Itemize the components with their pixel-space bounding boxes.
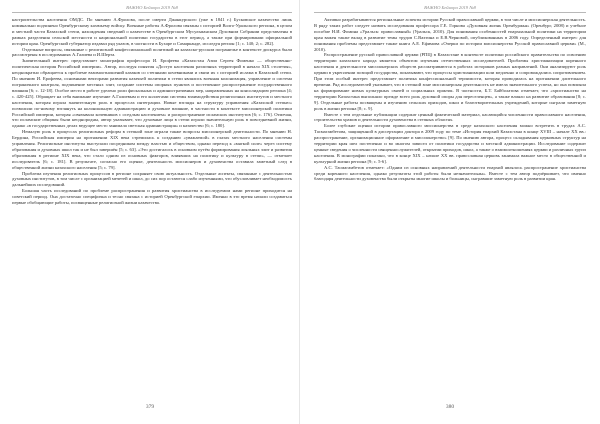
- paragraph: А.С. Тасмагамбетов отмечает: «Одним из основных направлений деятельности епархий являлось распространение христианства среди коренного населения, однако результаты этой работы были незначительны». Вместе с тем автор подчёркивает, что именно благодаря деятельности духовенства были открыты многие школы и больницы, сыгравшие заметную роль в развитии края.: [314, 164, 586, 182]
- right-page-body: [314, 17, 586, 394]
- paragraph: настроительства населения ОМДС. По мнению А.Фролова, после смерти Джанкурского (уже в 1841 г.) Бусковское казачество лишь номинально подчинено Оренбургскому казачьему войску. Военные работы А.Фролова связаны с историей Волго-Уральского региона, в целом и местной части Казахской степи, нахождения сведений о казачестве в Оренбургском Мусульманском Духовном Собрании представлены в рамках разделения сельской местности и национальной политики государства в этот период, а также при формировании официальной истории края. Оренбургский губернатор издавал ряд указов, в частности в Бухаре и Самарканде, исследуя регион [1; с. 140; 2; с. 282].: [12, 17, 292, 46]
- header-rule-left: [12, 12, 292, 13]
- header-rule-right: [314, 12, 586, 13]
- left-page-body: [12, 17, 292, 394]
- paragraph: Значительный интерес представляет монография профессора И. Ерофеева «Казахстан Азии Сергея Фоменко — общественно-политическая история Российской империи». Автор, исследуя понятия «Доступ населения различных территорий в начало XIX столетия», неоднократно обращается к проблеме взаимоотношений казаков со степными кочевниками и связи их с историей ислама в Казахской степи. По мнению И. Ерофеева, основными векторами развития казачьей политики в степи являлись военная колонизация, управление и система пограничного контроля, подчинение местных элит, создание системы опорных пунктов и постепенное распространение государственного влияния [6; с. 12-18]. Особое место в работе уделено роли фискальных и административных мер, направленных на консолидацию региона [4; с. 420-425]. Обращает на себя внимание изучение А.Галиевым и его коллегами системы взаимодействия религиозных институтов и местного населения, которая играла значительную роль в процессах интеграции. Новые взгляды на структуру управления «Казахской степью» позволили по-новому взглянуть на колониальную администрацию и духовное влияние, в частности в контексте миссионерской политики Российской империи, которая «связывала кочевников с оседлым населением» и распространение исламских институтов [6; с. 176]. Отмечая, что исламские общины были неоднородны, автор указывает, что духовные лица в степи играли значительную роль в повседневной жизни, однако «в государственных делах ведущее место занимала светская администрация» и казачество [6; с. 180].: [12, 58, 292, 129]
- paragraph: Вместе с тем отдельные публикации содержат ценный фактический материал, касающийся численности православного населения, строительства храмов и деятельности духовенства в степных областях.: [314, 111, 586, 123]
- page-number-right: 380: [445, 404, 455, 410]
- paragraph: Немалую роль в процессах религиозных реформ в степной зоне играли также вопросы миссионерской деятельности. По мнению Н. Бердина, Российская империя на протяжении XIX века стремилась к созданию «уважаемой» в глазах местного населения системы управления. Религиозные институты выступали посредником между властью и обществом, однако переход к «мягкой силе» через систему образования и духовных школ так и не был завершён [5; с. 63]. «Это достигалось в основном путём формирования лояльных элит и развития образования в регионе XIX века, что стало одним из основных факторов, влиявших на политику и культуру в степи», — отмечает исследователь [6; с. 181]. В результате, согласно его оценке, деятельность миссионеров и духовенства оставила заметный след в общественной жизни казахского населения [5; с. 79].: [12, 129, 292, 170]
- running-head-left: ВАЖНО Бейнора 2019 №8: [126, 5, 178, 10]
- running-head-right: ВАЖНО Бейнора 2019 №8: [424, 5, 476, 10]
- paragraph: Более глубокие оценки истории православного миссионерства в среде казахского населения можно встретить в трудах А.С. Тасмагамбетова, защищенной в диссертации доктора в 2009 году по теме «История епархий Казахстана в конце XVIII – начале XX вв.: распространение, организационное оформление и миссионерство» [9]. По мнению автора, процесс складывания церковных структур на территории края шел постепенно и во многом зависел от политики государства и местной администрации. Исследование содержит ценные сведения о численности священнослужителей, открытии приходов, школ, а также о взаимоотношениях церкви и различных групп населения. В монографии показано, что в конце XIX – начале XX вв. православная церковь занимала важное место в общественной и культурной жизни региона [9; с. 5-6].: [314, 123, 586, 164]
- right-page: [300, 0, 600, 424]
- paragraph: Активно разрабатываются региональные аспекты истории Русской православной церкви, в том числе и миссионерская деятельность. В ряду таких работ следует назвать исследования профессора Г.Е. Горнова «Духовная жизнь Оренбуржья» (Оренбург, 2008) и учебное пособие Н.И. Фомина «Уральск: православный» (Уральск, 2010). Для понимания особенностей епархиальной политики на территории края важен также вклад в развитие темы трудов С.Вахтина и Е.В.Черновой, опубликованных в 2006 году. Определенный интерес для понимания проблемы представляет также книга А.Е. Ефимова «Очерки по истории миссионерства Русской православной церкви» (М., 2010).: [314, 17, 586, 52]
- page-number-left: 379: [145, 404, 155, 410]
- paragraph: Отдельные вопросы, связанные с религиозной конфессиональной политикой на казахско-русском пограничье в контексте дискурса были рассмотрены в исследованиях А.Галиева и И.Шерта.: [12, 46, 292, 58]
- paragraph: Распространение русской православной церкви (РПЦ) в Казахстане в контексте политики российского правительства по освоению территории казахского народа является объектом изучения отечественных исследователей. Проблемы христианизации коренного населения и деятельности миссионерских обществ рассматриваются в работах историков разных направлений. Они анализируют роль церкви в укреплении позиций государства, показывают, что процессы христианизации шли медленно и сопровождались сопротивлением. При этом особый интерес представляет политика конфессиональной терпимости, которая проводилась на протяжении длительного времени. Ряд исследователей указывает, что в степной зоне миссионерская деятельность не имела значительного успеха, но она повлияла на формирование новых культурных связей и социальных практик. В частности, Б.Т. Байболатова отмечает, что «христианство на территории Казахстана выполняло прежде всего роль духовной опоры для переселенцев», а также влияло на развитие образования [8; с. 9]. Отдельные работы посвящены и изучению сельских приходов, школ и благотворительных учреждений, которые сыграли заметную роль в жизни региона [8; с. 9].: [314, 52, 586, 111]
- paragraph: Большая часть исследований по проблеме распространения и развития христианства в исследуемом нами регионе приходится на советский период. Она достаточно специфична и тесно связана с историей Оренбургской епархии. Именно в это время начали создаваться первые обобщающие работы, посвященные религиозной жизни казачества.: [12, 188, 292, 206]
- paragraph: Проблема изучения религиозных процессов в регионе сохраняет свою актуальность. Отдельные аспекты, связанные с деятельностью духовных институтов, в том числе с организацией мечетей и школ, до сих пор остаются слабо изученными, что обусловливает необходимость дальнейших исследований.: [12, 170, 292, 188]
